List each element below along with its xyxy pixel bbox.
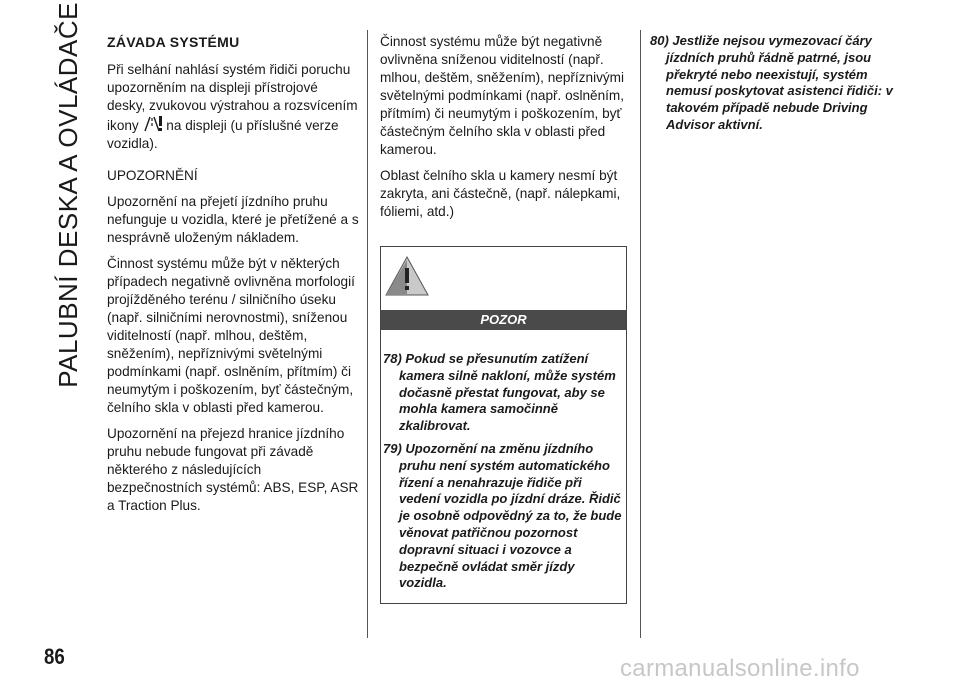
column-divider-2	[640, 30, 641, 638]
warning-note-list	[383, 351, 623, 598]
warning-banner: POZOR	[381, 310, 626, 330]
footer-watermark: carmanualsonline.info	[620, 655, 860, 682]
section-heading: ZÁVADA SYSTÉMU	[107, 34, 240, 50]
lane-warning-icon	[143, 115, 163, 133]
paragraph-failure-text-end: na displeji (u příslušné verze vozidla).	[107, 118, 339, 151]
paragraph-failure-text: Při selhání nahlásí systém řidiči poruchu upozorněním na displeji přístrojové desky, zvukovou výstrahou a rozsvícením ikony	[107, 62, 358, 133]
warning-triangle-icon	[385, 256, 429, 296]
page-number: 86	[44, 644, 65, 669]
paragraph-windshield: Oblast čelního skla u kamery nesmí být zakryta, ani částečně, (např. nálepkami, fóliemi, atd.)	[380, 168, 621, 219]
warning-box	[380, 246, 627, 604]
paragraph-safety-systems: Upozornění na přejezd hranice jízdního pruhu nebude fungovat při závadě některého z následujících bezpečnostních systémů: ABS, ESP, ASR a Traction Plus.	[107, 426, 359, 513]
column-3	[650, 33, 900, 134]
paragraph-terrain: Činnost systému může být v některých případech negativně ovlivněna morfologií projížděného terénu / silničního úseku (např. silničními nerovnostmi), sníženou viditelností (např. mlhou, deštěm, sněžením), nepříznivými světelnými podmínkami (např. oslněním, přítmím) či neumytým i poškozením, byť částečným, čelního skla v oblasti před kamerou.	[107, 256, 355, 415]
paragraph-failure	[107, 61, 359, 153]
paragraph-visibility: Činnost systému může být negativně ovlivněna sníženou viditelností (např. mlhou, deštěm, sněžením), nepříznivými světelnými podmínkami (např. oslněním, přítmím) či neumytým i poškozením, byť částečným čelního skla v oblasti před kamerou.	[380, 34, 625, 157]
note-80: 80) Jestliže nejsou vymezovací čáry jízdních pruhů řádně patrné, jsou překryté nebo neexistují, systém nemusí poskytovat asistenci řidiči: v takovém případě nebude Driving Advisor aktivní.	[650, 33, 893, 132]
section-title-text: PALUBNÍ DESKA A OVLÁDAČE	[52, 2, 83, 388]
warning-note: 79) Upozornění na změnu jízdního pruhu není systém automatického řízení a nenahrazuje řidiče při vedení vozidla po jízdní dráze. Řidič je osobně odpovědný za to, že bude věnovat patřičnou pozornost dopravní situaci i vozovce a bezpečně ovládat směr jízdy vozidla.	[383, 440, 622, 591]
column-divider-1	[367, 30, 368, 638]
warning-note: 78) Pokud se přesunutím zatížení kamera silně nakloní, může systém dočasně přestat fungovat, aby se mohla kamera samočinně zkalibrovat.	[383, 351, 616, 434]
column-2	[380, 33, 630, 229]
section-title-vertical	[38, 2, 98, 388]
paragraph-overload: Upozornění na přejetí jízdního pruhu nefunguje u vozidla, které je přetížené a s nesprávně uloženým nákladem.	[107, 194, 359, 245]
column-1	[107, 33, 359, 523]
subheading-notice: UPOZORNĚNÍ	[107, 168, 198, 183]
